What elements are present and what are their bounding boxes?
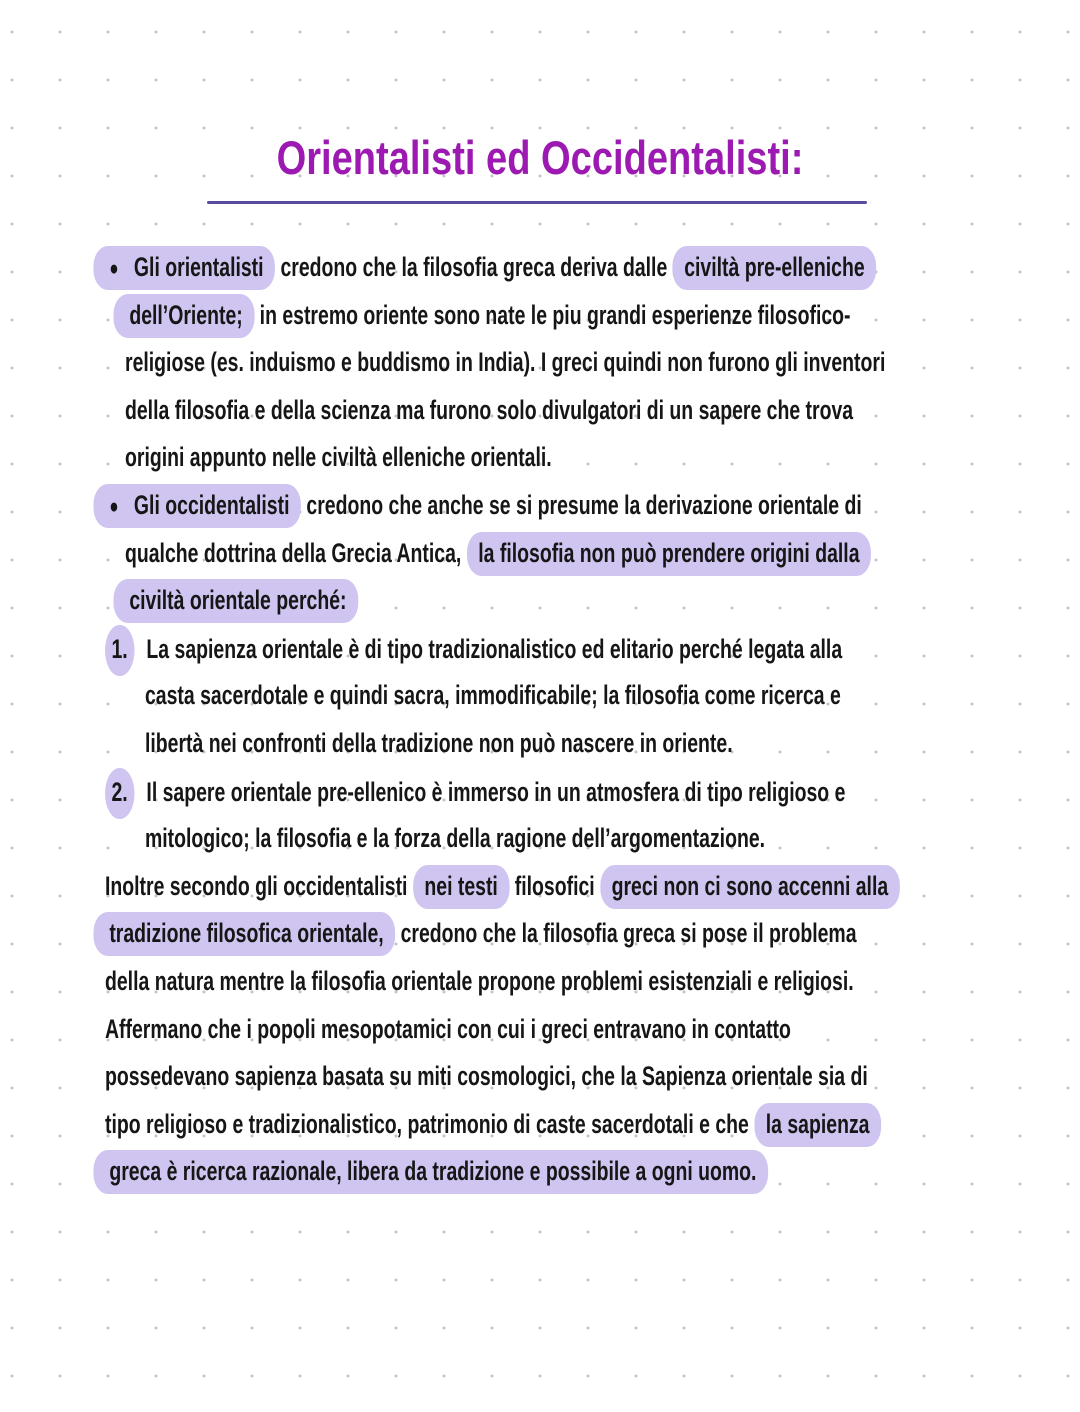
text-line [105, 1101, 1055, 1149]
text-segment: credono che la filosofia greca deriva dalle [275, 252, 673, 282]
line-content [125, 387, 853, 435]
text-segment: Inoltre secondo gli occidentalisti [105, 870, 413, 901]
line-content [145, 720, 733, 768]
text-line [105, 768, 1055, 816]
text-line [105, 434, 1055, 482]
list-number: 2. [105, 768, 134, 820]
line-content [125, 577, 358, 625]
list-number: 1. [105, 625, 134, 677]
text-line [105, 387, 1055, 435]
text-segment: origini appunto nelle civiltà elleniche orientali. [125, 442, 552, 473]
text-segment: religiose (es. induismo e buddismo in India). I greci quindi non furono gli inventori [125, 347, 886, 378]
text-line [105, 482, 1055, 530]
line-content [125, 339, 885, 387]
highlight-span: ● Gli orientalisti [93, 246, 275, 290]
line-content [125, 530, 871, 578]
highlight-span: la filosofia non può prendere origini dalla [467, 532, 871, 576]
highlight-span: nei testi [413, 865, 510, 909]
text-line [105, 339, 1055, 387]
text-segment: La sapienza orientale è di tipo tradizionalistico ed elitario perché legata alla [146, 633, 843, 664]
text-line [105, 577, 1055, 625]
highlight-span: dell’Oriente; [113, 294, 254, 338]
text-segment: della filosofia e della scienza ma furono solo divulgatori di un sapere che trova [125, 394, 854, 425]
text-segment: credono che anche se si presume la derivazione orientale di [301, 489, 862, 520]
text-segment: possedevano sapienza basata su miti cosmologici, che la Sapienza orientale sia di [105, 1061, 868, 1092]
line-content [105, 768, 845, 820]
highlight-span: la sapienza [754, 1103, 881, 1147]
text-segment: qualche dottrina della Grecia Antica, [125, 537, 467, 568]
text-segment: in estremo oriente sono nate le piu grandi esperienze filosofico- [254, 299, 851, 330]
document-body [105, 244, 1055, 1196]
line-content [105, 625, 842, 677]
text-line [105, 958, 1055, 1006]
text-segment: Il sapere orientale pre-ellenico è immerso in un atmosfera di tipo religioso e [146, 776, 846, 807]
bullet-icon: ● [109, 494, 119, 518]
text-line [105, 1148, 1055, 1196]
line-content [125, 292, 851, 340]
highlight-span: civiltà pre-elleniche [673, 246, 876, 290]
line-content [125, 434, 552, 482]
text-segment: filosofici [509, 870, 601, 901]
text-line [105, 863, 1055, 911]
line-content [105, 863, 900, 911]
text-line [105, 1053, 1055, 1101]
line-content [105, 958, 854, 1006]
highlight-span: ● Gli occidentalisti [93, 484, 301, 528]
page-title: Orientalisti ed Occidentalisti: [276, 131, 804, 184]
highlight-span: civiltà orientale perché: [113, 579, 358, 623]
text-segment: mitologico; la filosofia e la forza della ragione dell’argomentazione. [145, 823, 766, 854]
title-underline [207, 201, 867, 204]
text-segment: della natura mentre la filosofia orientale propone problemi esistenziali e religiosi. [105, 965, 854, 996]
line-content [105, 1101, 881, 1149]
line-content [145, 815, 765, 863]
text-segment: casta sacerdotale e quindi sacra, immodificabile; la filosofia come ricerca e [145, 680, 841, 711]
line-content [145, 672, 841, 720]
line-content [105, 1053, 868, 1101]
text-line [105, 244, 1055, 292]
line-content [105, 244, 876, 293]
line-content [105, 1006, 791, 1054]
text-segment: Affermano che i popoli mesopotamici con cui i greci entravano in contatto [105, 1013, 791, 1044]
text-line [105, 720, 1055, 768]
bullet-icon: ● [109, 257, 119, 280]
line-content [105, 910, 857, 958]
text-line [105, 292, 1055, 340]
text-line [105, 672, 1055, 720]
highlight-span: tradizione filosofica orientale, [93, 912, 395, 956]
highlight-span: greci non ci sono accenni alla [600, 865, 900, 909]
text-segment: credono che la filosofia greca si pose il problema [395, 918, 857, 949]
line-content [105, 482, 862, 531]
line-content [105, 1148, 768, 1196]
text-line [105, 530, 1055, 578]
text-segment: libertà nei confronti della tradizione non può nascere in oriente. [145, 727, 733, 758]
text-line [105, 815, 1055, 863]
text-segment: tipo religioso e tradizionalistico, patrimonio di caste sacerdotali e che [105, 1108, 755, 1139]
highlight-span: greca è ricerca razionale, libera da tradizione e possibile a ogni uomo. [93, 1150, 767, 1194]
text-line [105, 910, 1055, 958]
text-line [105, 1006, 1055, 1054]
text-line [105, 625, 1055, 673]
